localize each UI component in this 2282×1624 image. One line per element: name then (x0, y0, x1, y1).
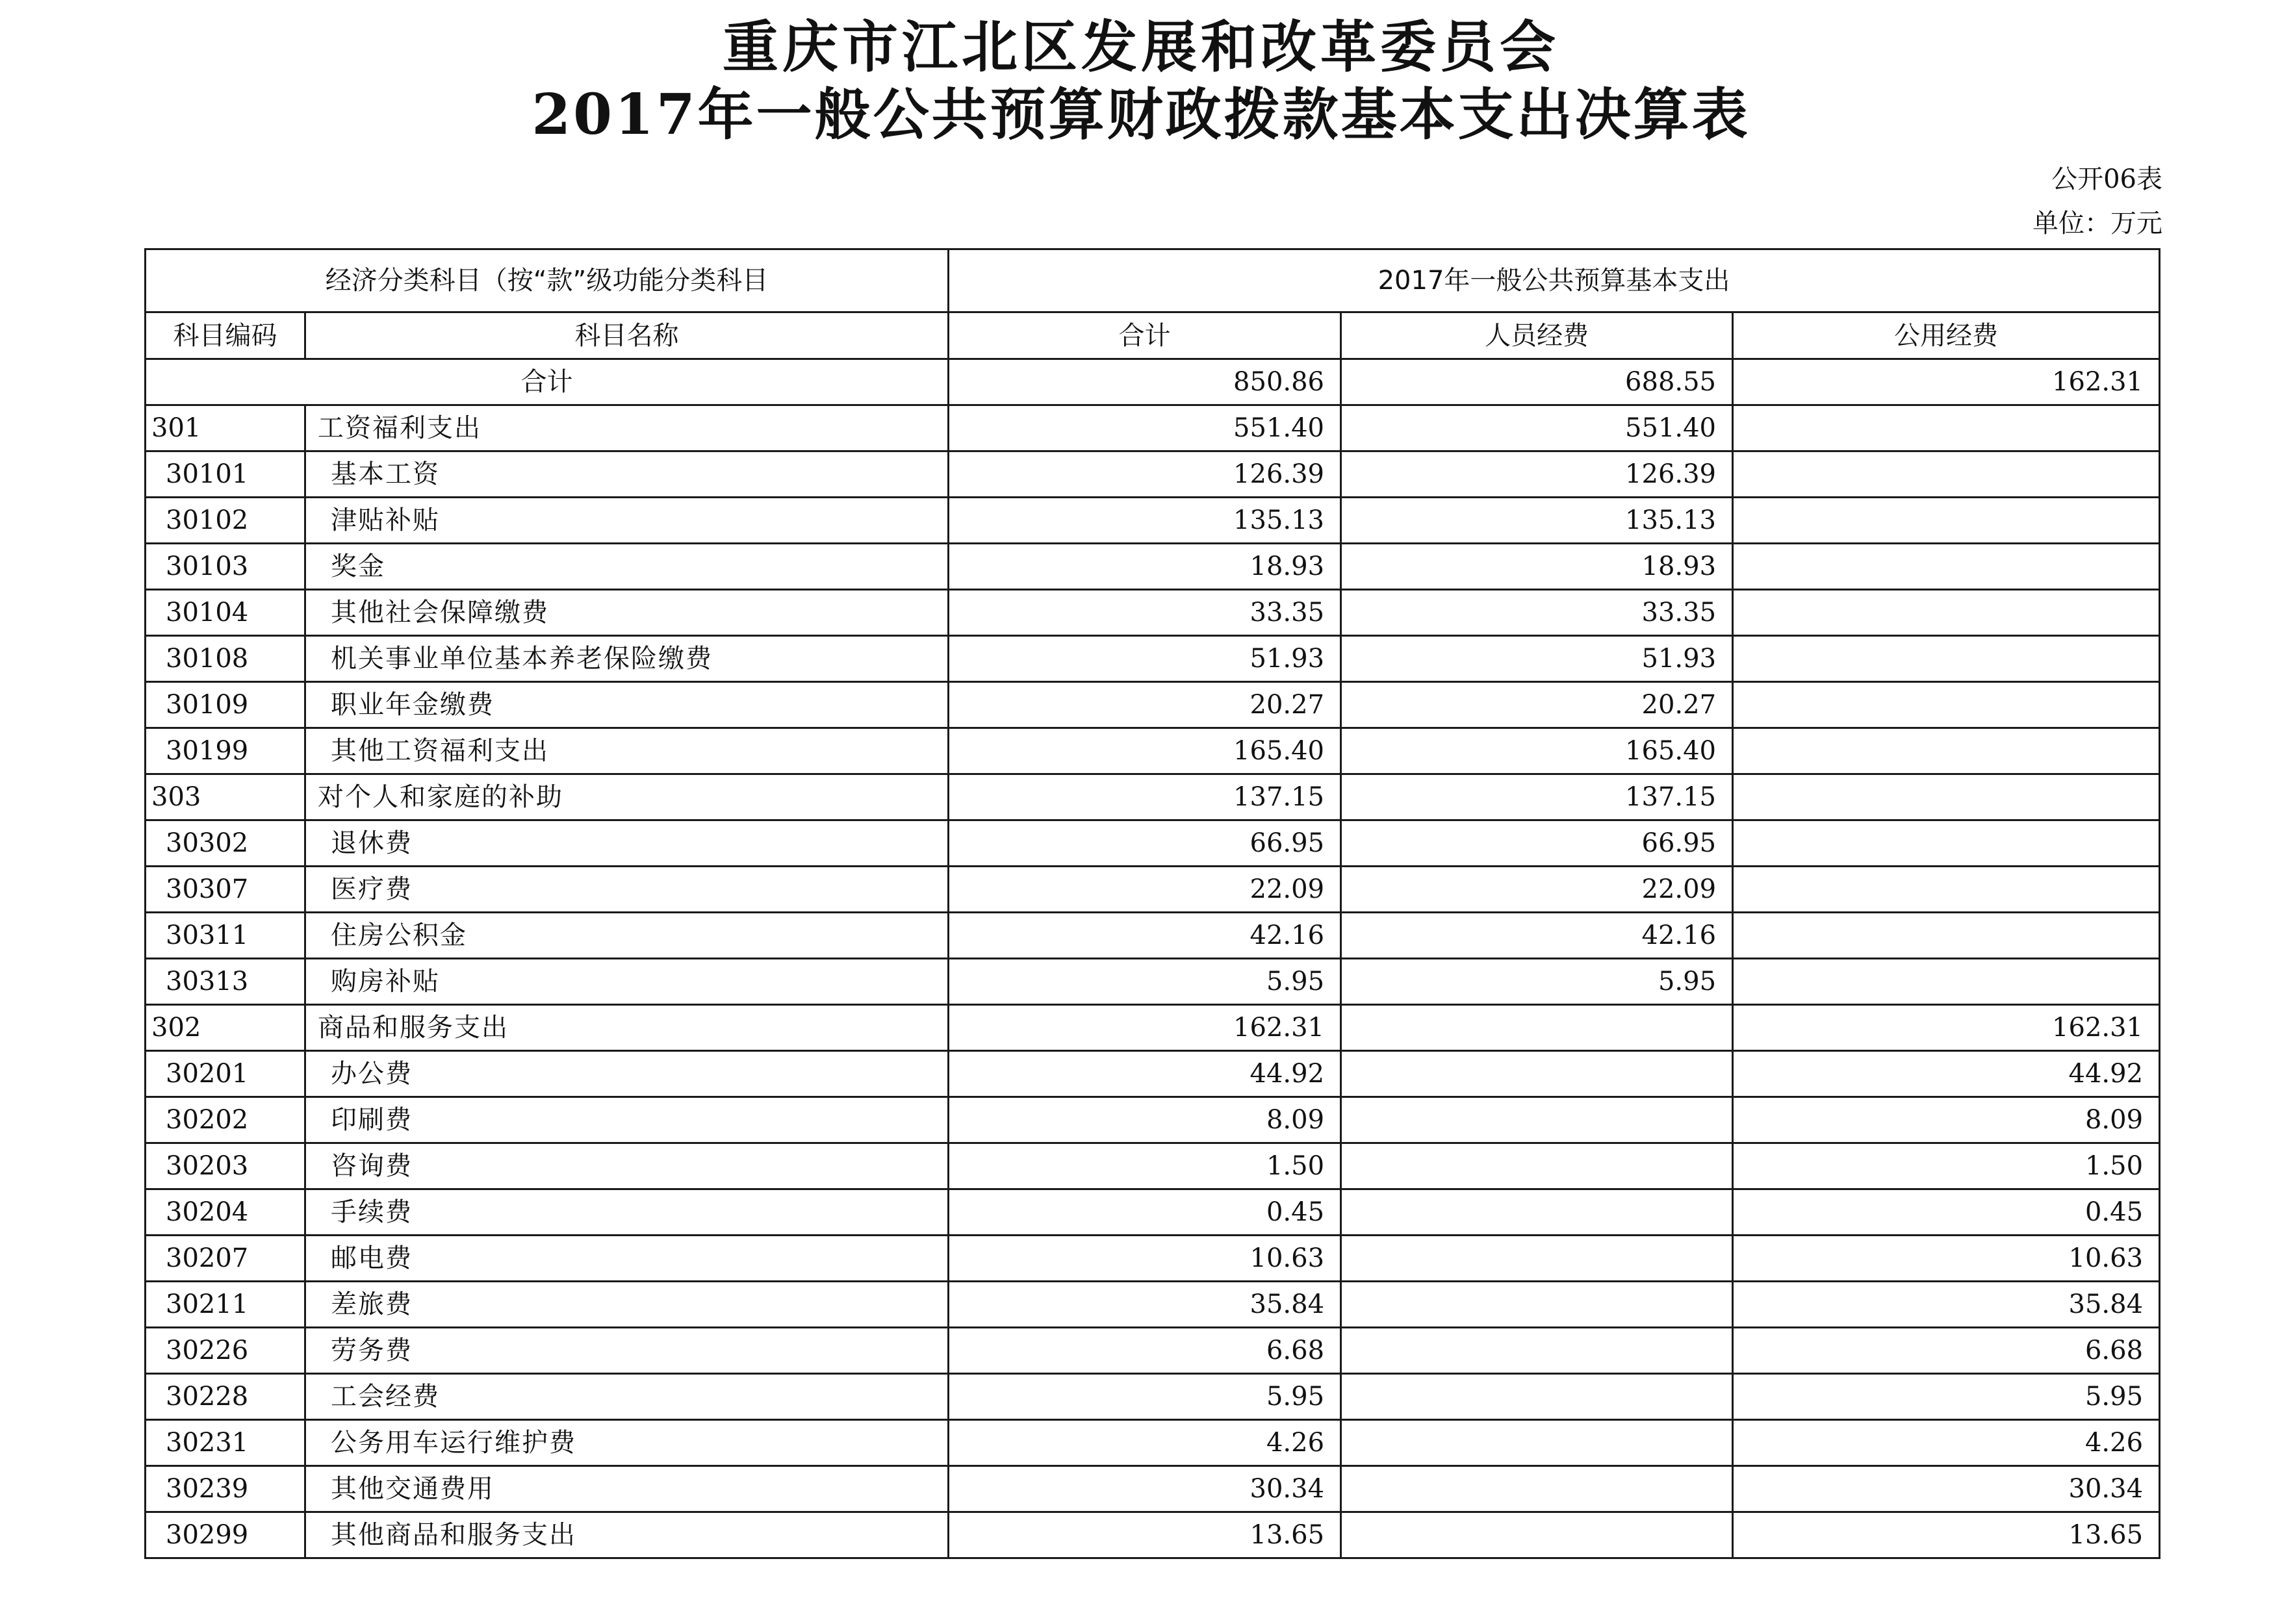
row-public: 4.26 (1733, 1420, 2160, 1466)
row-name: 手续费 (305, 1189, 949, 1236)
table-code: 公开06表 (2051, 164, 2162, 194)
row-name: 其他交通费用 (305, 1466, 949, 1512)
table-row (146, 959, 2160, 1005)
row-public: 0.45 (1733, 1189, 2160, 1236)
row-total: 44.92 (949, 1051, 1341, 1097)
row-total: 20.27 (949, 682, 1341, 728)
row-name: 对个人和家庭的补助 (305, 774, 949, 820)
row-name: 劳务费 (305, 1328, 949, 1374)
row-code: 30104 (146, 590, 305, 636)
table-row (146, 1143, 2160, 1189)
row-code: 30211 (146, 1282, 305, 1328)
row-code: 30199 (146, 728, 305, 774)
table-row (146, 405, 2160, 451)
row-code: 30239 (146, 1466, 305, 1512)
row-total: 0.45 (949, 1189, 1341, 1236)
row-code: 303 (146, 774, 305, 820)
row-public (1733, 590, 2160, 636)
row-public (1733, 820, 2160, 867)
row-public (1733, 405, 2160, 451)
row-personnel (1341, 1236, 1733, 1282)
table-row (146, 1420, 2160, 1466)
row-code: 30311 (146, 913, 305, 959)
row-code: 30101 (146, 451, 305, 498)
row-public (1733, 728, 2160, 774)
row-public (1733, 451, 2160, 498)
row-code: 30207 (146, 1236, 305, 1282)
row-name: 机关事业单位基本养老保险缴费 (305, 636, 949, 682)
row-public: 13.65 (1733, 1512, 2160, 1558)
table-row (146, 451, 2160, 498)
row-name: 购房补贴 (305, 959, 949, 1005)
row-name: 咨询费 (305, 1143, 949, 1189)
table-row (146, 1236, 2160, 1282)
row-personnel: 137.15 (1341, 774, 1733, 820)
row-personnel (1341, 1420, 1733, 1466)
row-code: 30231 (146, 1420, 305, 1466)
row-name: 公务用车运行维护费 (305, 1420, 949, 1466)
row-code: 30313 (146, 959, 305, 1005)
column-header-code: 科目编码 (146, 312, 305, 359)
table-row (146, 728, 2160, 774)
row-total: 33.35 (949, 590, 1341, 636)
row-personnel (1341, 1328, 1733, 1374)
row-code: 30204 (146, 1189, 305, 1236)
row-code: 30102 (146, 498, 305, 544)
table-group-header (146, 249, 2160, 312)
row-public (1733, 636, 2160, 682)
row-name: 其他社会保障缴费 (305, 590, 949, 636)
table-row (146, 913, 2160, 959)
row-total: 5.95 (949, 959, 1341, 1005)
row-personnel: 551.40 (1341, 405, 1733, 451)
row-personnel (1341, 1189, 1733, 1236)
table-row (146, 636, 2160, 682)
row-public (1733, 682, 2160, 728)
row-public: 35.84 (1733, 1282, 2160, 1328)
row-total: 137.15 (949, 774, 1341, 820)
table-column-header (146, 312, 2160, 359)
expenditure-table (144, 248, 2160, 1559)
row-code: 30299 (146, 1512, 305, 1558)
table-row (146, 820, 2160, 867)
row-name: 工资福利支出 (305, 405, 949, 451)
row-personnel: 66.95 (1341, 820, 1733, 867)
row-name: 印刷费 (305, 1097, 949, 1143)
row-code: 30307 (146, 867, 305, 913)
table-row (146, 1189, 2160, 1236)
row-code: 30109 (146, 682, 305, 728)
row-personnel (1341, 1466, 1733, 1512)
row-public: 30.34 (1733, 1466, 2160, 1512)
row-total: 1.50 (949, 1143, 1341, 1189)
row-name: 工会经费 (305, 1374, 949, 1420)
column-header-total: 合计 (949, 312, 1341, 359)
total-label: 合计 (146, 359, 949, 405)
document-subtitle: 2017年一般公共预算财政拨款基本支出决算表 (532, 82, 1750, 147)
row-personnel (1341, 1005, 1733, 1051)
table-row (146, 1328, 2160, 1374)
row-code: 30203 (146, 1143, 305, 1189)
row-public: 10.63 (1733, 1236, 2160, 1282)
row-total: 13.65 (949, 1512, 1341, 1558)
row-total: 51.93 (949, 636, 1341, 682)
row-name: 差旅费 (305, 1282, 949, 1328)
row-total: 35.84 (949, 1282, 1341, 1328)
row-code: 30228 (146, 1374, 305, 1420)
table-row (146, 590, 2160, 636)
document-title: 重庆市江北区发展和改革委员会 (723, 14, 1559, 80)
row-name: 邮电费 (305, 1236, 949, 1282)
row-public (1733, 959, 2160, 1005)
group-header-right: 2017年一般公共预算基本支出 (949, 249, 2160, 312)
row-personnel: 42.16 (1341, 913, 1733, 959)
row-personnel: 5.95 (1341, 959, 1733, 1005)
row-total: 30.34 (949, 1466, 1341, 1512)
total-row (146, 359, 2160, 405)
row-personnel (1341, 1374, 1733, 1420)
row-public (1733, 498, 2160, 544)
row-public (1733, 774, 2160, 820)
row-public: 1.50 (1733, 1143, 2160, 1189)
row-total: 551.40 (949, 405, 1341, 451)
row-public (1733, 544, 2160, 590)
row-total: 165.40 (949, 728, 1341, 774)
row-personnel (1341, 1282, 1733, 1328)
row-code: 30226 (146, 1328, 305, 1374)
row-name: 办公费 (305, 1051, 949, 1097)
row-personnel (1341, 1512, 1733, 1558)
row-personnel: 18.93 (1341, 544, 1733, 590)
row-public (1733, 867, 2160, 913)
table-row (146, 1282, 2160, 1328)
row-total: 42.16 (949, 913, 1341, 959)
row-total: 8.09 (949, 1097, 1341, 1143)
group-header-left: 经济分类科目（按“款”级功能分类科目 (146, 249, 949, 312)
row-code: 30302 (146, 820, 305, 867)
table-row (146, 1512, 2160, 1558)
row-public (1733, 913, 2160, 959)
row-name: 医疗费 (305, 867, 949, 913)
row-personnel: 165.40 (1341, 728, 1733, 774)
row-total: 4.26 (949, 1420, 1341, 1466)
row-name: 基本工资 (305, 451, 949, 498)
row-personnel (1341, 1143, 1733, 1189)
row-personnel (1341, 1051, 1733, 1097)
row-total: 22.09 (949, 867, 1341, 913)
row-total: 162.31 (949, 1005, 1341, 1051)
row-name: 奖金 (305, 544, 949, 590)
row-code: 302 (146, 1005, 305, 1051)
column-header-name: 科目名称 (305, 312, 949, 359)
row-total: 5.95 (949, 1374, 1341, 1420)
row-code: 30202 (146, 1097, 305, 1143)
row-code: 30103 (146, 544, 305, 590)
row-total: 18.93 (949, 544, 1341, 590)
row-code: 301 (146, 405, 305, 451)
row-name: 其他工资福利支出 (305, 728, 949, 774)
total-amount: 850.86 (949, 359, 1341, 405)
row-total: 135.13 (949, 498, 1341, 544)
table-row (146, 1051, 2160, 1097)
table-row (146, 774, 2160, 820)
row-public: 8.09 (1733, 1097, 2160, 1143)
row-total: 10.63 (949, 1236, 1341, 1282)
row-personnel: 20.27 (1341, 682, 1733, 728)
row-name: 职业年金缴费 (305, 682, 949, 728)
row-name: 津贴补贴 (305, 498, 949, 544)
total-personnel: 688.55 (1341, 359, 1733, 405)
column-header-personnel: 人员经费 (1341, 312, 1733, 359)
table-row (146, 1466, 2160, 1512)
row-personnel: 51.93 (1341, 636, 1733, 682)
table-row (146, 498, 2160, 544)
row-name: 商品和服务支出 (305, 1005, 949, 1051)
row-code: 30201 (146, 1051, 305, 1097)
total-public: 162.31 (1733, 359, 2160, 405)
row-personnel (1341, 1097, 1733, 1143)
table-row (146, 544, 2160, 590)
row-name: 其他商品和服务支出 (305, 1512, 949, 1558)
row-name: 住房公积金 (305, 913, 949, 959)
row-personnel: 135.13 (1341, 498, 1733, 544)
row-code: 30108 (146, 636, 305, 682)
table-row (146, 1005, 2160, 1051)
row-name: 退休费 (305, 820, 949, 867)
row-personnel: 33.35 (1341, 590, 1733, 636)
row-total: 126.39 (949, 451, 1341, 498)
row-public: 44.92 (1733, 1051, 2160, 1097)
table-row (146, 1097, 2160, 1143)
row-public: 6.68 (1733, 1328, 2160, 1374)
unit-label: 单位：万元 (2032, 209, 2162, 238)
column-header-public: 公用经费 (1733, 312, 2160, 359)
row-public: 5.95 (1733, 1374, 2160, 1420)
row-total: 6.68 (949, 1328, 1341, 1374)
table-row (146, 682, 2160, 728)
row-personnel: 126.39 (1341, 451, 1733, 498)
row-total: 66.95 (949, 820, 1341, 867)
row-personnel: 22.09 (1341, 867, 1733, 913)
row-public: 162.31 (1733, 1005, 2160, 1051)
table-row (146, 1374, 2160, 1420)
table-row (146, 867, 2160, 913)
